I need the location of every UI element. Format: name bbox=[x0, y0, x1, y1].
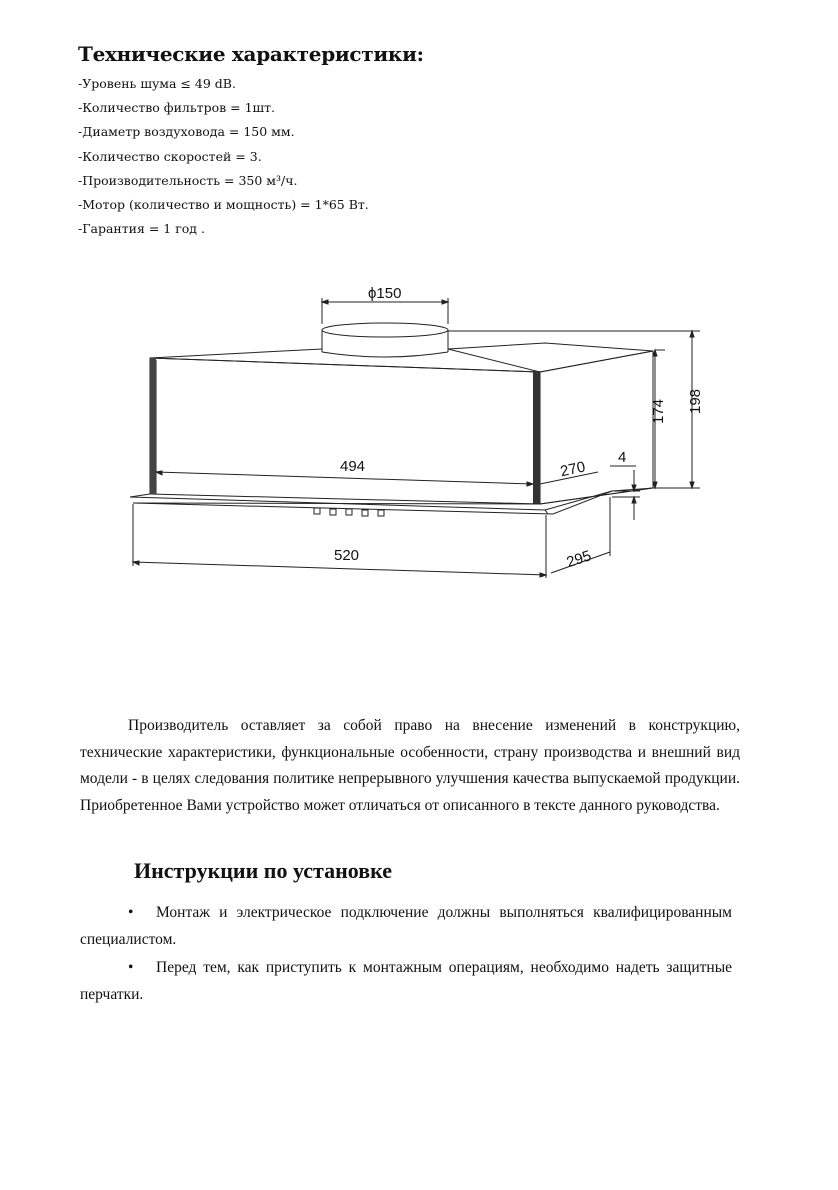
spec-warranty: -Гарантия = 1 год . bbox=[78, 221, 205, 237]
specs-title: Технические характеристики: bbox=[78, 42, 424, 66]
hood-dimension-drawing bbox=[0, 270, 838, 610]
spec-filters: -Количество фильтров = 1шт. bbox=[78, 100, 276, 116]
installation-item-text: Перед тем, как приступить к монтажным операциям, необходимо надеть защитные перчатки. bbox=[80, 959, 732, 1003]
spec-duct-diameter: -Диаметр воздуховода = 150 мм. bbox=[78, 124, 295, 140]
dim-panel-depth: 295 bbox=[564, 547, 594, 572]
hood-body-top bbox=[150, 343, 653, 372]
bottom-panel bbox=[130, 488, 653, 514]
installation-title: Инструкции по установке bbox=[134, 858, 393, 883]
installation-item-text: Монтаж и электрическое подключение должны выполняться квалифицированным специалистом. bbox=[80, 904, 732, 948]
spec-speeds: -Количество скоростей = 3. bbox=[78, 148, 262, 164]
dim-panel-width: 520 bbox=[334, 547, 360, 564]
spec-noise: -Уровень шума ≤ 49 dB. bbox=[78, 76, 236, 91]
dim-inner-depth: 270 bbox=[558, 458, 587, 481]
installation-item bbox=[80, 900, 732, 953]
dim-line-panel-width bbox=[133, 504, 546, 578]
spec-capacity: -Производительность = 350 м³/ч. bbox=[78, 172, 298, 188]
installation-list bbox=[80, 900, 732, 1010]
dim-inner-width: 494 bbox=[340, 458, 366, 475]
dim-total-height: 198 bbox=[687, 388, 704, 414]
installation-item bbox=[80, 955, 732, 1008]
specs-list bbox=[78, 72, 369, 241]
dim-duct-diameter: ϕ150 bbox=[368, 285, 402, 302]
spec-motor: -Мотор (количество и мощность) = 1*65 Вт. bbox=[78, 196, 369, 212]
manufacturer-disclaimer: Производитель оставляет за собой право на внесение изменений в конструкцию, технические характеристики, функциональные особенности, страну производства и внешний вид модели - в целях следования политике непрерывного улучшения качества выпускаемой продукции. Приобретенное Вами устройство может отличаться от описанного в тексте данного руководства. bbox=[80, 717, 740, 814]
bullet-icon: • bbox=[128, 904, 134, 921]
duct-collar-top bbox=[322, 323, 448, 337]
hood-body-side bbox=[540, 351, 653, 504]
bullet-icon: • bbox=[128, 959, 134, 976]
dim-body-height: 174 bbox=[650, 398, 667, 424]
dim-panel-thickness: 4 bbox=[618, 449, 627, 466]
